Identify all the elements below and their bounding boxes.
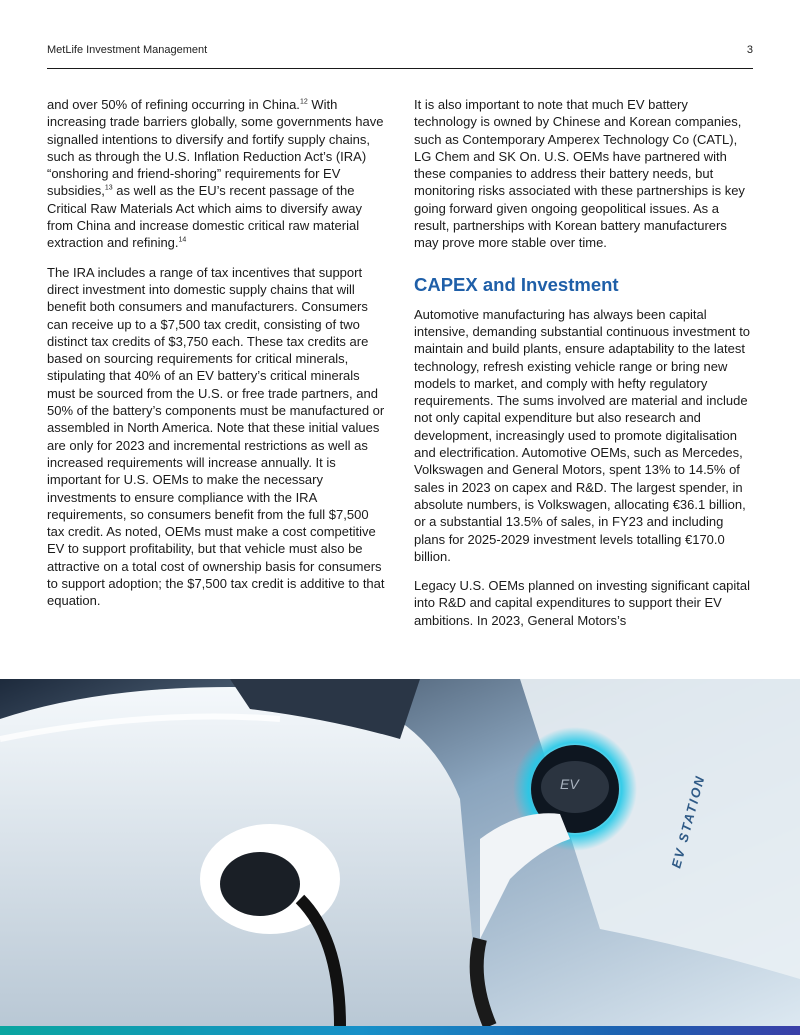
right-paragraph-2: Automotive manufacturing has always been capital intensive, demanding substantial continuous investment to maintain and build plants, ensure adaptability to the latest technology, refresh existing vehicle range or bring new models to market, and comply with hefty regulatory requirements. The sums involved are material and include not only capital expenditure but also research and development, increasingly used to promote digitalisation and electrification. Automotive OEMs, such as Mercedes, Volkswagen and General Motors, spent 13% to 14.5% of sales in 2023 on capex and R&D. The largest spender, in absolute numbers, is Volkswagen, allocating €36.1 billion, or a substantial 13.5% of sales, in FY23 and including plans for 2025-2029 investment levels totalling €170.0 billion. xyxy=(414,306,751,564)
right-paragraph-3: Legacy U.S. OEMs planned on investing significant capital into R&D and capital expenditures to support their EV ambitions. In 2023, General Motors’s xyxy=(414,578,751,628)
left-paragraph-1 xyxy=(47,96,387,252)
footer-color-stripe xyxy=(0,1026,800,1035)
footnote-ref: 13 xyxy=(104,185,113,193)
ev-station-label: EV STATION xyxy=(668,773,708,870)
text-run: as well as the EU’s recent passage of the Critical Raw Materials Act which aims to diversify away from China and increase domestic critical raw material extraction and refining. xyxy=(47,183,362,251)
left-column xyxy=(47,96,387,622)
ev-charging-illustration xyxy=(0,679,800,1026)
ev-charging-photo xyxy=(0,679,800,1026)
left-paragraph-2: The IRA includes a range of tax incentives that support direct investment into domestic supply chains that will benefit both consumers and manufacturers. Consumers can receive up to a $7,500 tax credit, consisting of two distinct tax credits of $3,750 each. These tax credits are based on sourcing requirements for critical minerals, stipulating that 40% of an EV battery’s critical minerals must be sourced from the U.S. or free trade partners, and 50% of the battery’s components must be manufactured or assembled in North America. Note that these initial values are only for 2023 and incremental restrictions as well as increased requirements will increase annually. It is important for U.S. OEMs to make the necessary investments to ensure compliance with the IRA requirements, so consumers benefit from the full $7,500 tax credit. As noted, OEMs must make a cost competitive EV to support profitability, but that vehicle must also be attractive on a total cost of ownership basis for consumers to support adoption; the $7,500 tax credit is additive to that equation. xyxy=(47,264,385,609)
right-column xyxy=(414,96,754,641)
right-paragraph-1: It is also important to note that much EV battery technology is owned by Chinese and Korean companies, such as Contemporary Amperex Technology Co (CATL), LG Chem and SK On. U.S. OEMs have partnered with these companies to address their battery needs, but monitoring risks associated with these partnerships is key going forward given ongoing geopolitical issues. As a result, partnerships with Korean battery manufacturers may prove more stable over time. xyxy=(414,97,745,251)
header-brand: MetLife Investment Management xyxy=(47,44,208,56)
text-run: With increasing trade barriers globally, some governments have signalled intentions to diversify and fortify supply chains, such as through the U.S. Inflation Reduction Act’s (IRA) “onshoring and friend-shoring” requirements for EV subsidies, xyxy=(47,97,384,199)
section-heading: CAPEX and Investment xyxy=(414,273,619,295)
footnote-ref: 14 xyxy=(178,237,187,245)
plug-ev-label: EV xyxy=(560,776,579,792)
page-header xyxy=(47,38,753,69)
text-run: and over 50% of refining occurring in China. xyxy=(47,97,300,112)
footnote-ref: 12 xyxy=(299,98,308,106)
page-number: 3 xyxy=(746,44,753,56)
